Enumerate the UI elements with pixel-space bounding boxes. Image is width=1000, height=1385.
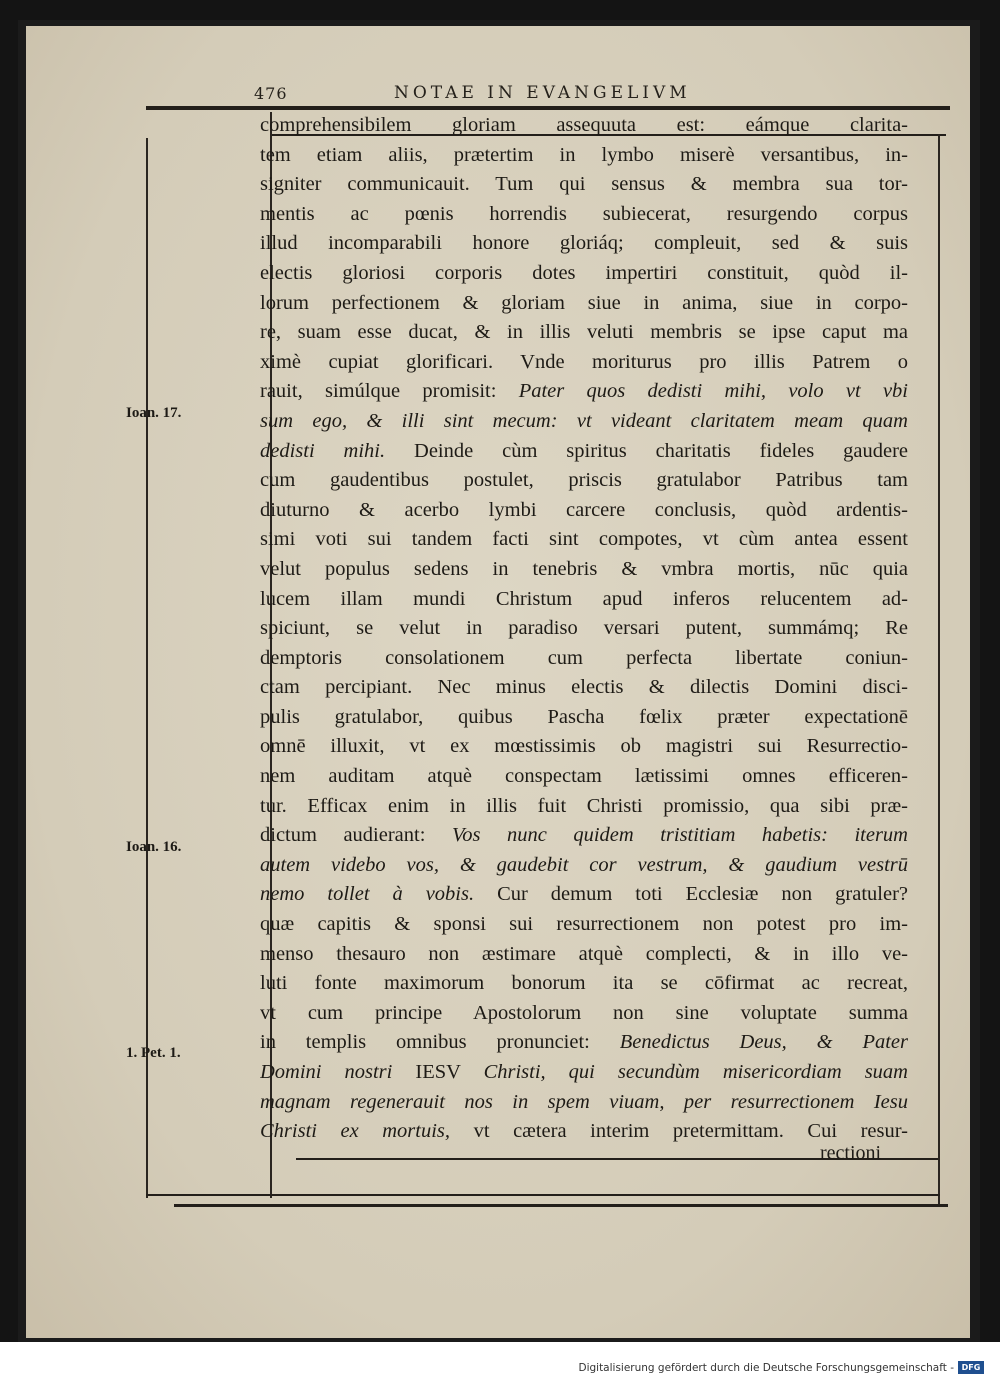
text-run: mentis ac pœnis horrendis subiecerat, resurgendo corpus (260, 202, 908, 225)
page-header (254, 80, 894, 106)
text-line (260, 407, 908, 437)
text-line (260, 821, 908, 851)
text-run: quæ capitis & sponsi sui resurrectionem non potest pro im- (260, 913, 908, 936)
text-line (260, 466, 908, 496)
text-run: rauit, simúlque promisit: (260, 380, 519, 403)
text-run: Cur demum toti Ecclesiæ non gratuler? (474, 883, 908, 906)
italic-quote: nemo tollet à vobis. (260, 883, 475, 906)
text-run: menso thesauro non æstimare atquè complecti, & in illo ve- (260, 942, 908, 965)
text-run: re, suam esse ducat, & in illis veluti membris se ipse caput ma (260, 321, 908, 344)
footer-rule (174, 1204, 948, 1207)
italic-quote: autem videbo vos, & gaudebit cor vestrum, & gaudium vestrū (260, 853, 908, 876)
text-line (260, 318, 908, 348)
text-run: IESV (415, 1061, 484, 1083)
text-line (260, 496, 908, 526)
text-run: ximè cupiat glorificari. Vnde moriturus pro illis Patrem o (260, 350, 908, 373)
text-line (260, 969, 908, 999)
italic-quote: Benedictus Deus, & Pater (619, 1031, 908, 1054)
italic-quote: Christi ex mortuis, (260, 1120, 451, 1143)
text-run: tem etiam aliis, prætertim in lymbo miserè versantibus, in- (260, 143, 908, 166)
text-line (260, 614, 908, 644)
text-line (260, 910, 908, 940)
italic-quote: Pater quos dedisti mihi, volo vt vbi (518, 380, 908, 403)
text-line (260, 1028, 908, 1058)
text-run: dictum audierant: (260, 824, 452, 847)
text-run: omnē illuxit, vt ex mœstissimis ob magistri sui Resurrectio- (260, 735, 908, 758)
text-run: ctam percipiant. Nec minus electis & dilectis Domini disci- (260, 676, 908, 699)
text-line (260, 703, 908, 733)
text-line (260, 525, 908, 555)
margin-note: Ioan. 17. (126, 405, 182, 421)
text-run: lucem illam mundi Christum apud inferos relucentem ad- (260, 587, 908, 610)
text-run: illud incomparabili honore gloriáq; compleuit, sed & suis (260, 232, 908, 255)
text-run: pulis gratulabor, quibus Pascha fœlix præter expectationē (260, 705, 908, 728)
text-run: luti fonte maximorum bonorum ita se cōfirmat ac recreat, (260, 972, 908, 995)
text-line (260, 170, 908, 200)
text-line (260, 851, 908, 881)
text-line (260, 732, 908, 762)
text-line (260, 1117, 908, 1147)
text-run: in templis omnibus pronunciet: (260, 1031, 620, 1054)
text-line (260, 111, 908, 141)
text-line (260, 999, 908, 1029)
text-run: spiciunt, se velut in paradiso versari putent, summámq; Re (260, 617, 908, 640)
text-run: velut populus sedens in tenebris & vmbra mortis, nūc quia (260, 557, 908, 580)
italic-quote: Vos nunc quidem tristitiam habetis: iterum (451, 824, 908, 847)
text-line (260, 555, 908, 585)
margin-note: Ioan. 16. (126, 839, 182, 855)
page-number: 476 (254, 83, 288, 103)
text-line (260, 141, 908, 171)
header-rule-top (146, 106, 950, 110)
text-line (260, 1088, 908, 1118)
text-run: lorum perfectionem & gloriam siue in anima, siue in corpo- (260, 291, 908, 314)
text-run: vt cætera interim pretermittam. Cui resur- (450, 1120, 908, 1143)
text-line (260, 377, 908, 407)
text-run: signiter communicauit. Tum qui sensus & membra sua tor- (260, 173, 908, 196)
text-run: electis gloriosi corporis dotes impertiri constituit, quòd il- (260, 261, 908, 284)
text-line (260, 259, 908, 289)
text-line (260, 792, 908, 822)
catchword: rectioni (820, 1142, 882, 1164)
text-line (260, 229, 908, 259)
margin-note: 1. Pet. 1. (126, 1045, 181, 1061)
text-line (260, 644, 908, 674)
text-line (260, 880, 908, 910)
frame-bottom-rule (146, 1194, 940, 1196)
italic-quote: Domini nostri (260, 1061, 416, 1083)
text-line (260, 437, 908, 467)
italic-quote: Christi, qui secundùm misericordiam suam (483, 1061, 908, 1083)
text-run: Deinde cùm spiritus charitatis fideles gaudere (385, 439, 908, 462)
text-line (260, 289, 908, 319)
italic-quote: sum ego, & illi sint mecum: vt videant claritatem meam quam (260, 409, 908, 432)
text-line (260, 1058, 908, 1088)
running-title: NOTAE IN EVANGELIVM (394, 83, 691, 103)
footer-credit: Digitalisierung gefördert durch die Deutsche Forschungsgemeinschaft - (578, 1362, 954, 1374)
text-run: simi voti sui tandem facti sint compotes, vt cùm antea essent (260, 528, 908, 551)
italic-quote: magnam regenerauit nos in spem viuam, per resurrectionem Iesu (260, 1090, 908, 1113)
text-line (260, 348, 908, 378)
outer-frame-left (146, 138, 148, 1198)
italic-quote: dedisti mihi. (260, 439, 386, 462)
text-line (260, 585, 908, 615)
text-run: nem auditam atquè conspectam lætissimi omnes efficeren- (260, 765, 908, 788)
text-run: demptoris consolationem cum perfecta libertate coniun- (260, 646, 908, 669)
dfg-logo: DFG (958, 1361, 984, 1374)
text-run: vt cum principe Apostolorum non sine voluptate summa (260, 1001, 908, 1024)
text-line (260, 673, 908, 703)
text-run: tur. Efficax enim in illis fuit Christi promissio, qua sibi præ- (260, 794, 908, 817)
frame-right (938, 134, 940, 1204)
text-line (260, 762, 908, 792)
text-line (260, 200, 908, 230)
text-line (260, 940, 908, 970)
text-run: comprehensibilem gloriam assequuta est: eámque clarita- (260, 114, 908, 136)
body-text (260, 111, 908, 1147)
text-run: diuturno & acerbo lymbi carcere conclusis, quòd ardentis- (260, 498, 908, 521)
text-run: cum gaudentibus postulet, priscis gratulabor Patribus tam (260, 469, 908, 492)
